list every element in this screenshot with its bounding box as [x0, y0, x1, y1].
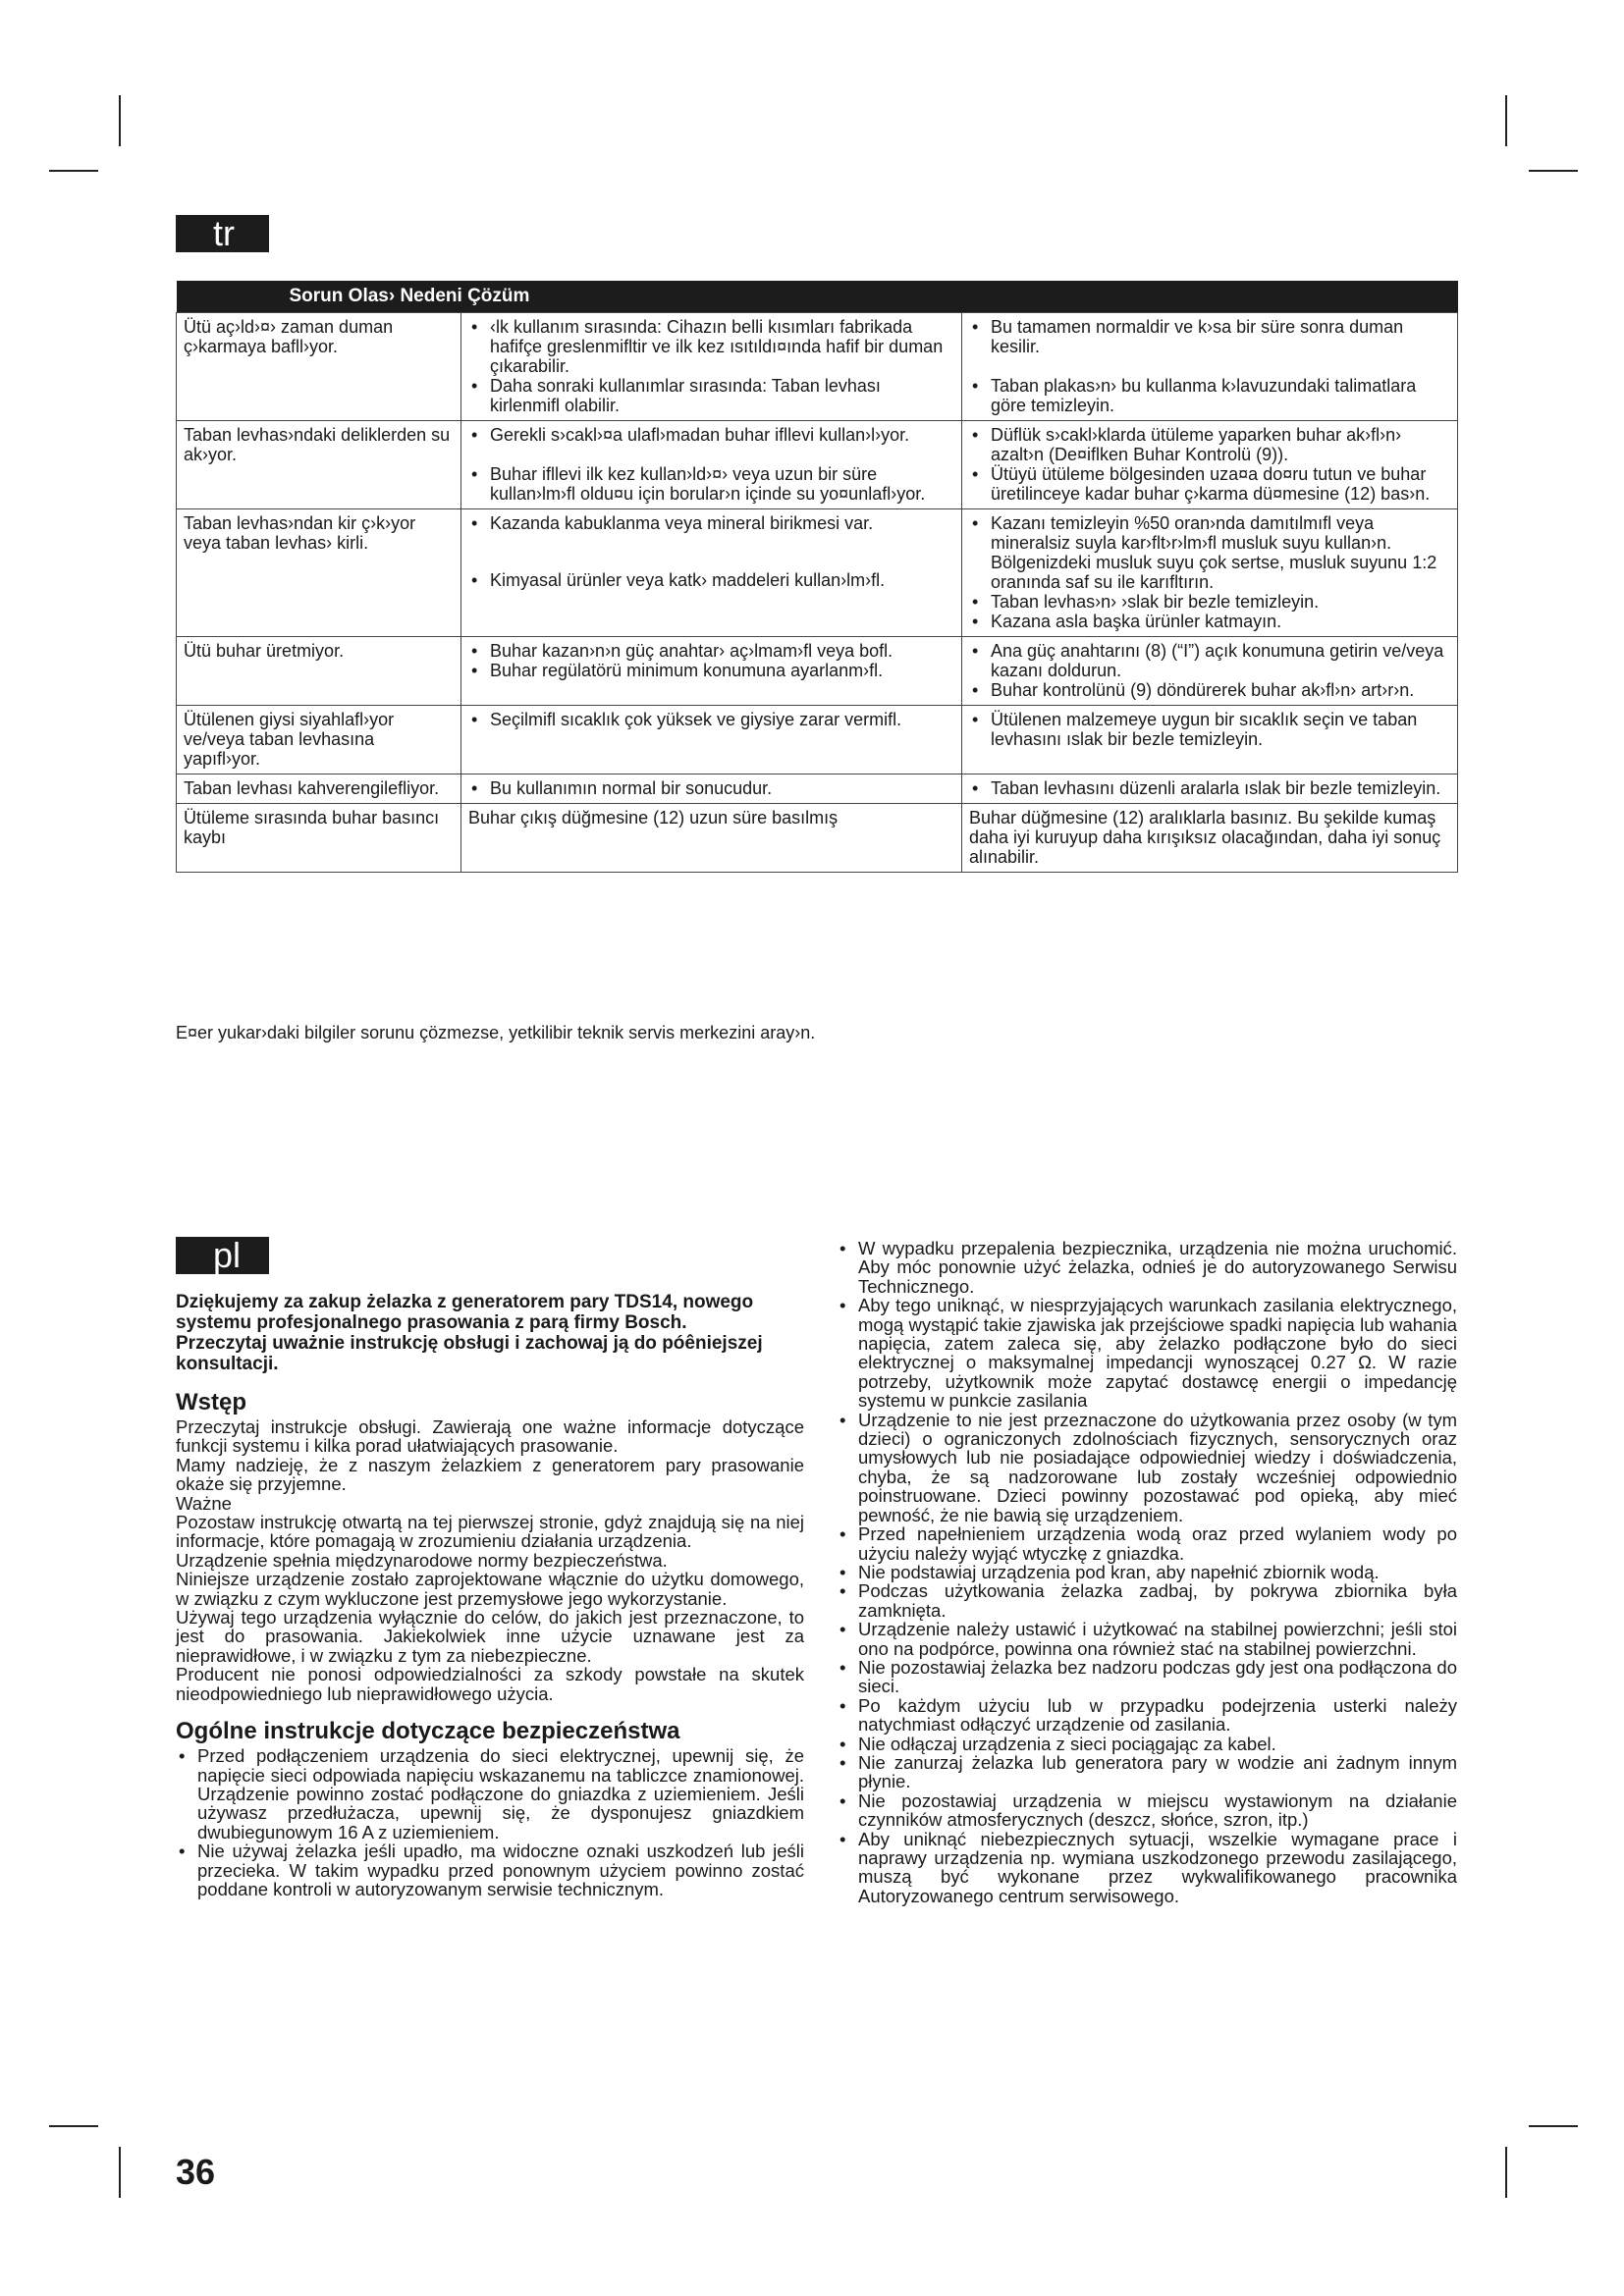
solution-cell — [962, 313, 1458, 421]
problem-cell: Ütülenen giysi siyahlafl›yor ve/veya taban levhasına yapıfl›yor. — [177, 706, 461, 774]
solution-cell — [962, 774, 1458, 804]
paragraph: Producent nie ponosi odpowiedzialności za szkody powstałe na skutek nieodpowiedniego lub nieprawidłowego użycia. — [176, 1664, 804, 1704]
paragraph: Niniejsze urządzenie zostało zaprojektowane włącznie do użytku domowego, w związku z czym wykluczone jest przemysłowe jego wykorzystanie. — [176, 1569, 804, 1609]
solution-item: • Ana güç anahtarını (8) (“I”) açık konumuna getirin ve/veya kazanı doldurun. — [969, 641, 1450, 680]
cause-cell — [461, 421, 962, 509]
list-item: • W wypadku przepalenia bezpiecznika, urządzenia nie można uruchomić. Aby móc ponownie użyć żelazka, odnieś je do autoryzowanego Serwisu Technicznego. — [837, 1239, 1457, 1296]
section-heading-safety: Ogólne instrukcje dotyczące bezpieczeństwa — [176, 1718, 680, 1745]
paragraph: Używaj tego urządzenia wyłącznie do celów, do jakich jest przeznaczone, to jest do prasowania. Jakiekolwiek inne użycie uznawane jest za nieprawidłowe, i w związku z tym za niebezpieczne. — [176, 1607, 804, 1666]
table-row — [177, 509, 1458, 637]
crop-mark-bottom-left-v — [119, 2147, 121, 2198]
list-item: • Nie pozostawiaj żelazka bez nadzoru podczas gdy jest ona podłączona do sieci. — [837, 1658, 1457, 1696]
crop-mark-bottom-left-h — [49, 2125, 98, 2127]
solution-item: • Taban levhasını düzenli aralarla ıslak bir bezle temizleyin. — [969, 778, 1450, 798]
solution-item: • Ütüyü ütüleme bölgesinden uza¤a do¤ru tutun ve buhar üretilinceye kadar buhar ç›karma dü¤mesine (12) bas›n. — [969, 464, 1450, 504]
solution-item: • Ütülenen malzemeye uygun bir sıcaklık seçin ve taban levhasını ıslak bir bezle temizleyin. — [969, 710, 1450, 749]
list-item: • Przed podłączeniem urządzenia do sieci elektrycznej, upewnij się, że napięcie sieci odpowiada napięciu wskazanemu na tabliczce znamionowej. Urządzenie powinno zostać podłączone do gniazdka z uziemieniem. Jeśli używasz przedłużacza, upewnij się, że dysponujesz gniazdkiem dwubiegunowym 16 A z uziemieniem. — [176, 1746, 804, 1842]
cause-item: • Gerekli s›cakl›¤a ulafl›madan buhar ifllevi kullan›l›yor. — [468, 425, 954, 445]
solution-item: • Buhar kontrolünü (9) döndürerek buhar ak›fl›n› art›r›n. — [969, 680, 1450, 700]
cause-item: • Daha sonraki kullanımlar sırasında: Taban levhası kirlenmifl olabilir. — [468, 376, 954, 415]
table-header: Sorun Olas› Nedeni Çözüm — [177, 281, 1458, 313]
crop-mark-top-left-h — [49, 170, 98, 172]
problem-cell: Taban levhas›ndaki deliklerden su ak›yor. — [177, 421, 461, 509]
list-item: • Nie używaj żelazka jeśli upadło, ma widoczne oznaki uszkodzeń lub jeśli przecieka. W takim wypadku przed ponownym użyciem powinno zostać poddane kontroli w autoryzowanym serwisie technicznym. — [176, 1842, 804, 1898]
pl-right-column — [837, 1239, 1457, 1905]
crop-mark-top-right-h — [1529, 170, 1578, 172]
cause-item: • Buhar kazan›n›n güç anahtar› aç›lmam›fl veya bofl. — [468, 641, 954, 661]
intro-text: Dziękujemy za zakup żelazka z generatorem pary TDS14, nowego systemu profesjonalnego prasowania z parą firmy Bosch. — [176, 1292, 754, 1333]
list-item: • Nie pozostawiaj urządzenia w miejscu wystawionym na działanie czynników atmosferycznych (deszcz, słońce, szron, itp.) — [837, 1791, 1457, 1830]
solution-item: • Düflük s›cakl›klarda ütüleme yaparken buhar ak›fl›n› azalt›n (De¤iflken Buhar Kontrolü (9)). — [969, 425, 1450, 464]
list-item: • Nie zanurzaj żelazka lub generatora pary w wodzie ani żadnym innym płynie. — [837, 1753, 1457, 1791]
cause-item: • Kimyasal ürünler veya katk› maddeleri kullan›lm›fl. — [468, 570, 954, 590]
crop-mark-top-right-v — [1505, 95, 1507, 146]
cause-item: • Seçilmifl sıcaklık çok yüksek ve giysiye zarar vermifl. — [468, 710, 954, 729]
cause-cell — [461, 509, 962, 637]
problem-cell: Ütü buhar üretmiyor. — [177, 637, 461, 706]
table-row — [177, 421, 1458, 509]
cause-item: • Buhar regülatörü minimum konumuna ayarlanm›fl. — [468, 661, 954, 680]
crop-mark-bottom-right-v — [1505, 2147, 1507, 2198]
solution-cell: Buhar düğmesine (12) aralıklarla basınız. Bu şekilde kumaş daha iyi kuruyup daha kırışıksız olacağından, daha iyi sonuç alınabilir. — [962, 804, 1458, 873]
problem-cell: Ütüleme sırasında buhar basıncı kaybı — [177, 804, 461, 873]
paragraph: Mamy nadzieję, że z naszym żelazkiem z generatorem pary prasowanie okaże się przyjemne. — [176, 1454, 804, 1495]
problem-cell: Taban levhası kahverengilefliyor. — [177, 774, 461, 804]
cause-cell — [461, 706, 962, 774]
intro-text: Przeczytaj uważnie instrukcję obsługi i zachowaj ją do póêniejszej konsultacji. — [176, 1333, 763, 1374]
list-item: • Nie podstawiaj urządzenia pod kran, aby napełnić zbiornik wodą. — [837, 1563, 1457, 1581]
cause-cell — [461, 313, 962, 421]
list-item: • Po każdym użyciu lub w przypadku podejrzenia usterki należy natychmiast odłączyć urządzenie od zasilania. — [837, 1696, 1457, 1735]
list-item: • Przed napełnieniem urządzenia wodą oraz przed wylaniem wody po użyciu należy wyjąć wtyczkę z gniazdka. — [837, 1524, 1457, 1563]
footer-note: E¤er yukar›daki bilgiler sorunu çözmezse, yetkilibir teknik servis merkezini aray›n. — [176, 1023, 816, 1042]
cause-cell — [461, 774, 962, 804]
section-heading-intro: Wstęp — [176, 1389, 246, 1415]
paragraph: Urządzenie spełnia międzynarodowe normy bezpieczeństwa. — [176, 1549, 668, 1571]
table-row — [177, 804, 1458, 873]
solution-item: • Kazanı temizleyin %50 oran›nda damıtılmıfl veya mineralsiz suyla kar›flt›r›lm›fl musluk suyu kullan›n. Bölgenizdeki musluk suyu çok sertse, musluk suyunu 1:2 oranında saf su ile karıfltırın. — [969, 513, 1450, 592]
list-item: • Aby uniknąć niebezpiecznych sytuacji, wszelkie wymagane prace i naprawy urządzenia np. wymiana uszkodzonego przewodu zasilającego, muszą być wykonane przez wykwalifikowanego pracownika Autoryzowanego centrum serwisowego. — [837, 1830, 1457, 1906]
solution-item: • Bu tamamen normaldir ve k›sa bir süre sonra duman kesilir. — [969, 317, 1450, 356]
solution-cell — [962, 509, 1458, 637]
table-row — [177, 313, 1458, 421]
solution-cell — [962, 637, 1458, 706]
table-row — [177, 637, 1458, 706]
problem-cell: Ütü aç›ld›¤› zaman duman ç›karmaya bafll›yor. — [177, 313, 461, 421]
problem-cell: Taban levhas›ndan kir ç›k›yor veya taban levhas› kirli. — [177, 509, 461, 637]
table-row — [177, 706, 1458, 774]
list-item: • Nie odłączaj urządzenia z sieci pociągając za kabel. — [837, 1735, 1457, 1753]
crop-mark-bottom-right-h — [1529, 2125, 1578, 2127]
pl-left-column — [176, 1292, 804, 1898]
solution-item: • Kazana asla başka ürünler katmayın. — [969, 612, 1450, 631]
paragraph: Przeczytaj instrukcje obsługi. Zawierają one ważne informacje dotyczące funkcji systemu i kilka porad ułatwiających prasowanie. — [176, 1416, 804, 1457]
cause-cell — [461, 637, 962, 706]
cause-item: • Buhar ifllevi ilk kez kullan›ld›¤› veya uzun bir süre kullan›lm›fl oldu¤u için borular›n içinde su yo¤unlafl›yor. — [468, 464, 954, 504]
page-number: 36 — [176, 2152, 216, 2192]
language-label-pl: pl — [176, 1237, 269, 1274]
solution-cell — [962, 706, 1458, 774]
list-item: • Aby tego uniknąć, w niesprzyjających warunkach zasilania elektrycznego, mogą wystąpić takie zjawiska jak przejściowe spadki napięcia lub wahania napięcia, zatem zaleca się, aby żelazko podłączone było do sieci elektrycznej o maksymalnej impedancji wynoszącej 0.27 Ω. W razie potrzeby, użytkownik może zapytać dostawcę energii o impedancję systemu w punkcie zasilania — [837, 1296, 1457, 1410]
table-row — [177, 774, 1458, 804]
solution-item: • Taban levhas›n› ›slak bir bezle temizleyin. — [969, 592, 1450, 612]
solution-item: • Taban plakas›n› bu kullanma k›lavuzundaki talimatlara göre temizleyin. — [969, 376, 1450, 415]
solution-cell — [962, 421, 1458, 509]
cause-item: • ‹lk kullanım sırasında: Cihazın belli kısımları fabrikada hafifçe greslenmifltir ve ilk kez ısıtıldı¤ında hafif bir duman çıkarabilir. — [468, 317, 954, 376]
list-item: • Urządzenie to nie jest przeznaczone do użytkowania przez osoby (w tym dzieci) o ograniczonych zdolnościach fizycznych, sensorycznych oraz umysłowych lub nie posiadające odpowiedniej wiedzy i doświadczenia, chyba, że są nadzorowane lub zostały wcześniej odpowiednio poinstruowane. Dzieci powinny pozostawać pod opieką, aby mieć pewność, że nie bawią się urządzeniem. — [837, 1411, 1457, 1524]
cause-cell: Buhar çıkış düğmesine (12) uzun süre basılmış — [461, 804, 962, 873]
cause-item: • Kazanda kabuklanma veya mineral birikmesi var. — [468, 513, 954, 533]
cause-item: • Bu kullanımın normal bir sonucudur. — [468, 778, 954, 798]
crop-mark-top-left-v — [119, 95, 121, 146]
list-item: • Podczas użytkowania żelazka zadbaj, by pokrywa zbiornika była zamknięta. — [837, 1581, 1457, 1620]
list-item: • Urządzenie należy ustawić i użytkować na stabilnej powierzchni; jeśli stoi ono na podpórce, powinna ona również stać na stabilnej powierzchni. — [837, 1620, 1457, 1658]
troubleshooting-table — [176, 281, 1458, 873]
language-label-tr: tr — [176, 215, 269, 252]
paragraph: Pozostaw instrukcję otwartą na tej pierwszej stronie, gdyż znajdują się na niej informacje, które pomagają w zrozumieniu działania urządzenia. — [176, 1512, 804, 1552]
paragraph: Ważne — [176, 1492, 232, 1514]
